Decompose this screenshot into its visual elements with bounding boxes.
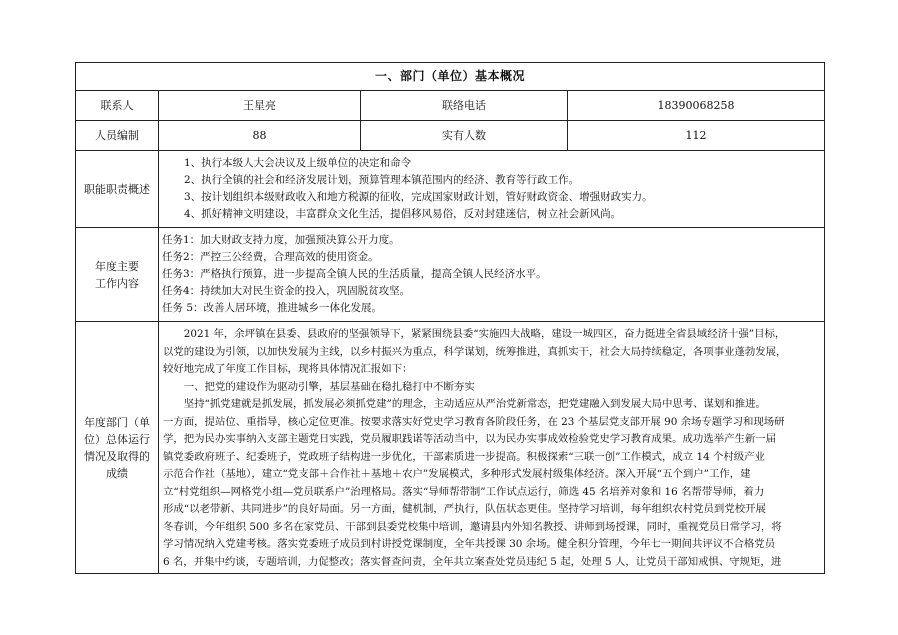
task-item: 任务3：严格执行预算，进一步提高全镇人民的生活质量，提高全镇人民经济水平。 (162, 268, 547, 280)
tasks-row (76, 228, 825, 322)
duty-item: 1、执行本级人大会决议及上级单位的决定和命令 (184, 157, 412, 169)
performance-line: 立“村党组织—网格党小组—党员联系户”治理格局。落实“导师帮带制”工作试点运行，筛选 45 名培养对象和 16 名帮带导师，着力 (163, 485, 765, 498)
performance-line: 以党的建设为引领，以加快发展为主线，以乡村振兴为重点，科学谋划，统筹推进，真抓实干，社会大局持续稳定，各项事业蓬勃发展， (163, 345, 787, 358)
title-row (76, 63, 825, 91)
staff-value: 88 (159, 121, 361, 151)
duty-item: 4、抓好精神文明建设，丰富群众文化生活，提倡移风易俗，反对封建迷信，树立社会新风尚。 (184, 208, 622, 220)
performance-line: 学习情况纳入党建考核。落实党委班子成员到村讲授党课制度，全年共授课 30 余场。健全积分管理，今年七一期间共评议不合格党员 (163, 538, 776, 550)
basic-info-section (75, 62, 824, 574)
performance-line: 坚持“抓党建就是抓发展，抓发展必须抓党建”的理念，主动适应从严治党新常态，把党建融入到发展大局中思考、谋划和推进。 (163, 398, 766, 410)
contact-value: 王星亮 (159, 91, 361, 121)
performance-line: 形成“以老带新、共同进步”的良好局面。另一方面，健机制，严执行，队伍状态更佳。坚持学习培训，每年组织农村党员到党校开展 (163, 503, 766, 515)
basic-info-table (75, 62, 825, 574)
task-item: 任务4：持续加大对民生资金的投入，巩固脱贫攻坚。 (162, 285, 411, 297)
performance-line: 一方面，提站位、重指导，核心定位更准。按要求落实好党史学习教育各阶段任务，在 23 个基层党支部开展 90 余场专题学习和现场研 (163, 415, 785, 428)
duties-label: 职能职责概述 (76, 151, 159, 228)
performance-line: 一、把党的建设作为驱动引擎，基层基础在稳扎稳打中不断夯实 (163, 380, 475, 393)
task-item: 任务 5：改善人居环境，推进城乡一体化发展。 (162, 302, 383, 314)
task-item: 任务2：严控三公经费，合理高效的使用资金。 (162, 251, 379, 263)
performance-line: 镇党委政府班子、纪委班子，党政班子结构进一步优化，干部素质进一步提高。积极探索“三联一创”工作模式，成立 14 个村级产业 (163, 450, 765, 463)
actual-staff-value: 112 (568, 121, 825, 151)
duty-item: 2、执行全镇的社会和经济发展计划，预算管理本镇范围内的经济、教育等行政工作。 (184, 174, 580, 186)
tasks-label: 年度主要工作内容 (76, 228, 159, 322)
duties-body (159, 151, 825, 228)
performance-line: 冬春训，今年组织 500 多名在家党员、干部到县委党校集中培训，邀请县内外知名教授、讲师到场授课，同时，重视党员日常学习，将 (163, 520, 782, 533)
duties-row (76, 151, 825, 228)
staff-label: 人员编制 (76, 121, 159, 151)
duty-item: 3、按计划组织本级财政收入和地方税源的征收，完成国家财政计划，管好财政资金、增强财政实力。 (184, 191, 653, 203)
task-item: 任务1：加大财政支持力度，加强预决算公开力度。 (162, 234, 400, 246)
section-title: 一、部门（单位）基本概况 (76, 63, 825, 91)
staff-row (76, 121, 825, 151)
performance-body (159, 322, 825, 574)
performance-line: 学，把为民办实事纳入支部主题党日实践，党员履职践诺等活动当中，以为民办实事成效检验党史学习教育成果。成功选举产生新一届 (163, 433, 777, 445)
contact-label: 联系人 (76, 91, 159, 121)
tasks-body (159, 228, 825, 322)
phone-value: 18390068258 (568, 91, 825, 121)
performance-line: 示范合作社（基地），建立“党支部＋合作社＋基地＋农户”发展模式，多种形式发展村级集体经济。深入开展“五个到户”工作，建 (163, 468, 751, 480)
performance-row (76, 322, 825, 574)
actual-staff-label: 实有人数 (361, 121, 568, 151)
phone-label: 联络电话 (361, 91, 568, 121)
performance-line: 2021 年，余坪镇在县委、县政府的坚强领导下，紧紧围绕县委“实施四大战略，建设一城四区，奋力挺进全省县域经济十强”目标， (163, 328, 786, 340)
performance-label: 年度部门（单位）总体运行情况及取得的成绩 (76, 322, 159, 574)
performance-line: 6 名，并集中约谈，专题培训，力促整改；落实督查问责，全年共立案查处党员违纪 5 起，处理 5 人，让党员干部知戒惧、守规矩，进 (163, 555, 782, 568)
performance-line: 较好地完成了年度工作目标，现将具体情况汇报如下： (163, 363, 413, 375)
contact-row (76, 91, 825, 121)
